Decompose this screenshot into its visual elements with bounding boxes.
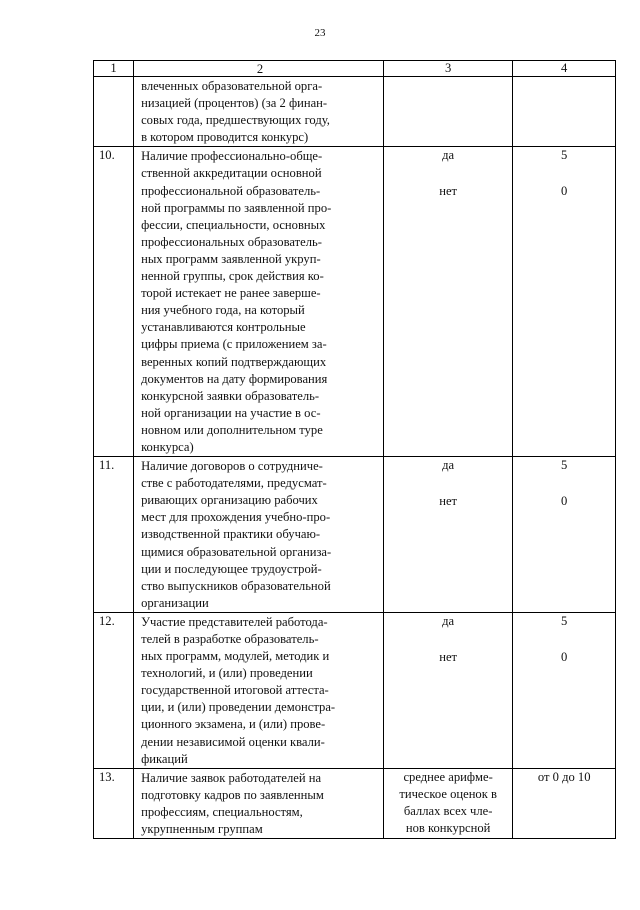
method-line: баллах всех чле- bbox=[403, 803, 493, 818]
points-cell bbox=[513, 147, 616, 457]
criterion-line: мест для прохождения учебно-про- bbox=[141, 510, 331, 525]
criterion-line: профессиональной образователь- bbox=[141, 183, 321, 198]
criterion-line: конкурса) bbox=[141, 439, 194, 454]
criterion-line: Наличие договоров о сотрудниче- bbox=[141, 459, 323, 474]
method-line: тическое оценок в bbox=[399, 786, 497, 801]
criterion-line: подготовку кадров по заявленным bbox=[141, 787, 324, 802]
option-yes: да bbox=[442, 613, 455, 628]
criterion-line: ных программ, модулей, методик и bbox=[141, 649, 330, 664]
criterion-line: ции и последующее трудоустрой- bbox=[141, 561, 322, 576]
option-yes: да bbox=[442, 148, 455, 163]
criterion-line: телей в разработке образователь- bbox=[141, 632, 319, 646]
option-no: нет bbox=[439, 650, 458, 664]
header-col-2: 2 bbox=[134, 61, 384, 77]
criteria-table bbox=[93, 60, 616, 839]
header-col-1: 1 bbox=[94, 61, 134, 77]
points-no: 0 bbox=[561, 494, 568, 509]
criterion-line: профессиональных образователь- bbox=[141, 234, 322, 249]
criterion-line: ривающих организацию рабочих bbox=[141, 493, 318, 508]
criterion-line: ния учебного года, на который bbox=[141, 303, 305, 318]
criterion-line: стве с работодателями, предусмат- bbox=[141, 476, 327, 491]
criterion-line: государственной итоговой аттеста- bbox=[141, 683, 329, 698]
criterion-text bbox=[134, 77, 384, 147]
criterion-text bbox=[134, 612, 384, 768]
points-cell bbox=[513, 77, 616, 147]
criterion-line: щимися образовательной организа- bbox=[141, 544, 332, 559]
table-row-12 bbox=[94, 612, 616, 768]
points-yes: 5 bbox=[561, 613, 568, 628]
criterion-line: документов на дату формирования bbox=[141, 371, 328, 386]
criterion-text bbox=[134, 457, 384, 613]
criterion-line: ственной аккредитации основной bbox=[141, 166, 322, 181]
row-number: 13. bbox=[94, 768, 134, 838]
method-line: среднее арифме- bbox=[403, 769, 493, 784]
points-cell bbox=[513, 768, 616, 838]
option-no: нет bbox=[439, 494, 458, 509]
criterion-line: устанавливаются контрольные bbox=[141, 320, 306, 335]
criterion-line: новном или дополнительном туре bbox=[141, 422, 323, 437]
criterion-line: ционного экзамена, и (или) прове- bbox=[141, 717, 326, 732]
row-number bbox=[94, 77, 134, 147]
option-cell bbox=[383, 768, 512, 838]
criterion-line: профессиям, специальностям, bbox=[141, 804, 303, 819]
criterion-line: влеченных образовательной орга- bbox=[141, 79, 323, 93]
criterion-line: ной программы по заявленной про- bbox=[141, 200, 332, 215]
criterion-line: изводственной практики обучаю- bbox=[141, 527, 321, 542]
criterion-line: торой истекает не ранее заверше- bbox=[141, 286, 321, 301]
criterion-line: укрупненным группам bbox=[141, 822, 263, 837]
criterion-line: ной организации на участие в ос- bbox=[141, 405, 321, 420]
criterion-line: Участие представителей работода- bbox=[141, 614, 328, 629]
option-no: нет bbox=[439, 184, 458, 199]
option-cell bbox=[383, 147, 512, 457]
criterion-line: цифры приема (с приложением за- bbox=[141, 337, 327, 352]
points-no: 0 bbox=[561, 650, 568, 664]
row-number: 10. bbox=[94, 147, 134, 457]
option-yes: да bbox=[442, 458, 455, 473]
row-number: 12. bbox=[94, 612, 134, 768]
criterion-line: ции, и (или) проведении демонстра- bbox=[141, 700, 336, 715]
table-row-10 bbox=[94, 147, 616, 457]
criterion-text bbox=[134, 147, 384, 457]
table-row-11 bbox=[94, 457, 616, 613]
criterion-line: дении независимой оценки квали- bbox=[141, 734, 325, 749]
criterion-line: в котором проводится конкурс) bbox=[141, 130, 309, 145]
criterion-line: Наличие профессионально-обще- bbox=[141, 149, 323, 164]
points-no: 0 bbox=[561, 184, 568, 199]
option-cell bbox=[383, 77, 512, 147]
criterion-line: Наличие заявок работодателей на bbox=[141, 770, 322, 785]
row-number: 11. bbox=[94, 457, 134, 613]
header-col-4: 4 bbox=[513, 61, 616, 77]
criterion-line: низацией (процентов) (за 2 финан- bbox=[141, 96, 328, 111]
method-line: нов конкурсной bbox=[405, 821, 491, 836]
criterion-line: ных программ заявленной укруп- bbox=[141, 251, 321, 266]
criterion-line: фессии, специальности, основных bbox=[141, 217, 326, 232]
option-cell bbox=[383, 457, 512, 613]
option-cell bbox=[383, 612, 512, 768]
criterion-line: организации bbox=[141, 595, 209, 610]
criterion-line: конкурсной заявки образователь- bbox=[141, 388, 320, 403]
table-row-13 bbox=[94, 768, 616, 838]
criterion-line: технологий, и (или) проведении bbox=[141, 666, 313, 681]
criterion-line: ненной группы, срок действия ко- bbox=[141, 269, 324, 284]
criterion-line: совых года, предшествующих году, bbox=[141, 113, 330, 128]
criterion-line: ство выпускников образовательной bbox=[141, 578, 331, 593]
header-col-3: 3 bbox=[383, 61, 512, 77]
page-number: 23 bbox=[314, 27, 326, 39]
points-cell bbox=[513, 612, 616, 768]
points-yes: 5 bbox=[561, 148, 568, 163]
table-header-row bbox=[94, 61, 616, 77]
criterion-text bbox=[134, 768, 384, 838]
points-cell bbox=[513, 457, 616, 613]
table-row-continuation bbox=[94, 77, 616, 147]
criterion-line: веренных копий подтверждающих bbox=[141, 354, 327, 369]
points-yes: 5 bbox=[561, 458, 568, 473]
points-range: от 0 до 10 bbox=[537, 769, 591, 784]
criterion-line: фикаций bbox=[141, 751, 188, 766]
